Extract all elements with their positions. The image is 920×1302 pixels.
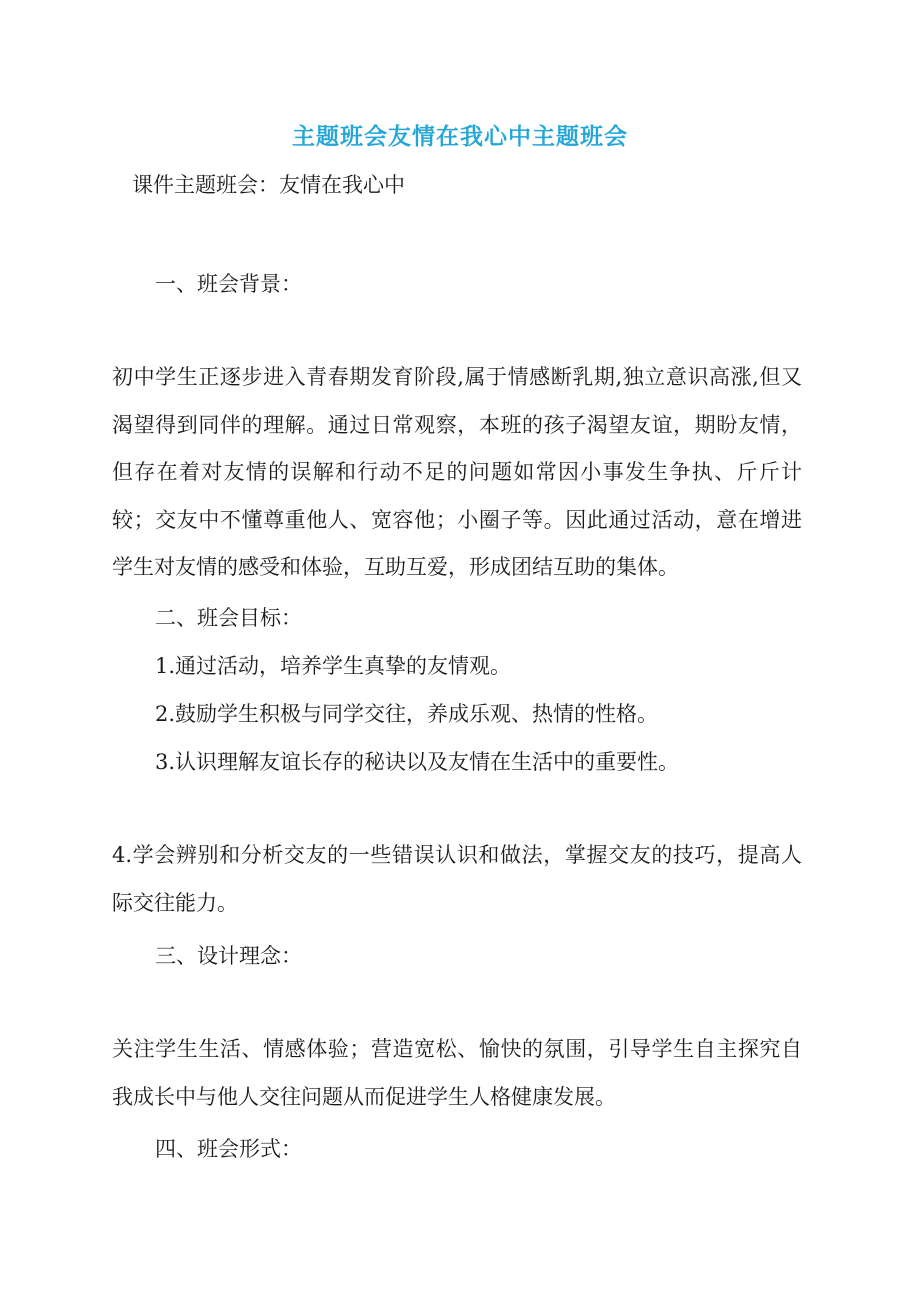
section-heading-goals: 二、班会目标：: [155, 606, 302, 630]
goal-item-4: 4.学会辨别和分析交友的一些错误认识和做法，掌握交友的技巧，提高人际交往能力。: [112, 843, 802, 915]
background-paragraph: 初中学生正逐步进入青春期发育阶段,属于情感断乳期,独立意识高涨,但又渴望得到同伴的理解。通过日常观察，本班的孩子渴望友谊，期盼友情，但存在着对友情的误解和行动不足的问题如常因小事发生争执、斤斤计较；交友中不懂尊重他人、宽容他；小圈子等。因此通过活动，意在增进学生对友情的感受和体验，互助互爱，形成团结互助的集体。: [112, 365, 802, 579]
section-heading-format: 四、班会形式：: [155, 1137, 302, 1161]
goal-item-1: 1.通过活动，培养学生真挚的友情观。: [155, 654, 512, 678]
section-heading-design: 三、设计理念：: [155, 944, 302, 968]
section-heading-background: 一、班会背景：: [155, 272, 302, 296]
document-title: 主题班会友情在我心中主题班会: [292, 123, 628, 150]
goal-item-3: 3.认识理解友谊长存的秘诀以及友情在生活中的重要性。: [155, 750, 680, 774]
goal-item-2: 2.鼓励学生积极与同学交往，养成乐观、热情的性格。: [155, 702, 659, 726]
design-paragraph: 关注学生生活、情感体验；营造宽松、愉快的氛围，引导学生自主探究自我成长中与他人交往问题从而促进学生人格健康发展。: [112, 1037, 802, 1109]
document-subtitle: 课件主题班会：友情在我心中: [132, 173, 405, 197]
